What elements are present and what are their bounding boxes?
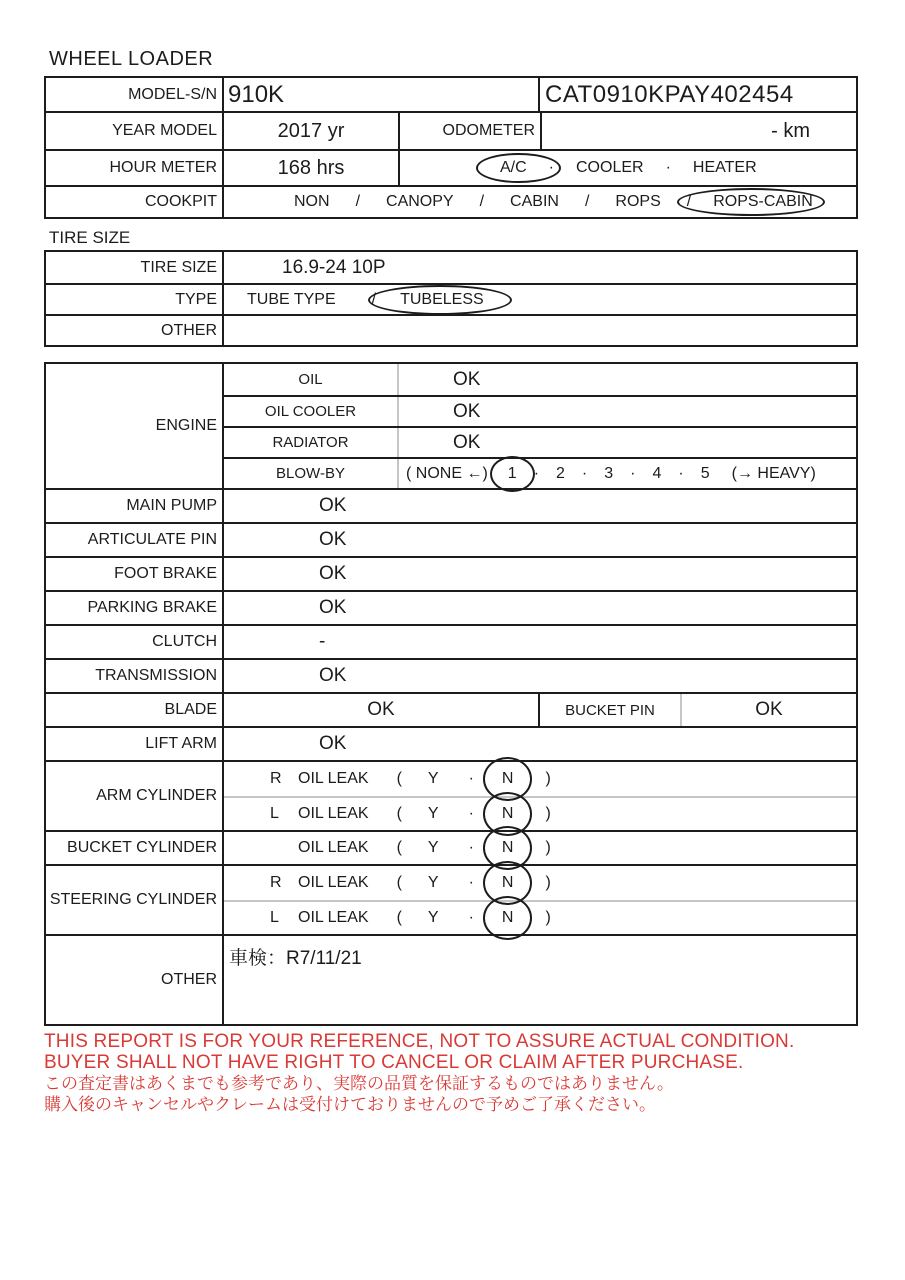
separator-dot: · (665, 159, 671, 176)
arm-cylinder-label: ARM CYLINDER (46, 762, 224, 830)
paren-open: ( (396, 839, 402, 856)
clutch-row (46, 624, 856, 658)
oil-cooler-value: OK (453, 400, 481, 422)
option-yes: Y (427, 839, 439, 856)
serial-number-value: CAT0910KPAY402454 (545, 80, 794, 108)
tire-type-row (46, 283, 856, 314)
hour-meter-value: 168 hrs (224, 151, 400, 185)
hour-meter-label: HOUR METER (46, 151, 224, 185)
option-rops: ROPS (615, 193, 661, 210)
lift-arm-label: LIFT ARM (46, 728, 224, 760)
foot-brake-row (46, 556, 856, 590)
steering-cylinder-label: STEERING CYLINDER (46, 866, 224, 934)
steering-cylinder-left-row (224, 900, 856, 934)
other-row (46, 934, 856, 1024)
oil-value: OK (453, 368, 481, 390)
steering-cylinder-section (46, 864, 856, 934)
tire-other-row (46, 314, 856, 345)
parking-brake-row (46, 590, 856, 624)
oil-leak-label: OIL LEAK (298, 770, 369, 787)
steering-cylinder-right-row (224, 866, 856, 900)
climate-options (400, 151, 856, 185)
inspection-table (44, 362, 858, 1026)
option-no: N (501, 805, 514, 822)
side-left: L (270, 909, 279, 926)
paren-close: ) (545, 909, 551, 926)
engine-oil-row (224, 364, 856, 395)
cockpit-label: COOKPIT (46, 187, 224, 217)
option-tubeless: TUBELESS (400, 290, 484, 308)
option-yes: Y (427, 909, 439, 926)
blow-by-level-2: 2 (556, 464, 565, 482)
option-tube-type: TUBE TYPE (247, 290, 336, 308)
paren-close: ) (545, 839, 551, 856)
tire-other-value (224, 316, 856, 345)
separator-slash: / (371, 290, 377, 308)
separator-dot: · (468, 874, 474, 891)
option-cabin: CABIN (510, 193, 559, 210)
disclaimer (44, 1031, 794, 1115)
paren-close: ) (545, 874, 551, 891)
no-selected-circle-mark (502, 770, 514, 788)
odometer-value: - km (771, 119, 810, 142)
separator-dot: · (533, 464, 540, 482)
engine-section (46, 364, 856, 488)
oil-cooler-label: OIL COOLER (224, 397, 399, 426)
transmission-value: OK (319, 665, 347, 686)
year-model-label: YEAR MODEL (46, 113, 224, 149)
clutch-label: CLUTCH (46, 626, 224, 658)
disclaimer-line-1: THIS REPORT IS FOR YOUR REFERENCE, NOT TO ASSURE ACTUAL CONDITION. (44, 1031, 795, 1052)
ac-selected-circle-mark (500, 159, 527, 177)
tire-size-label: TIRE SIZE (46, 252, 224, 283)
other-label: OTHER (46, 936, 224, 1024)
machine-info-table (44, 76, 858, 219)
odometer-label: ODOMETER (400, 113, 542, 149)
bucket-pin-label: BUCKET PIN (540, 694, 682, 726)
blade-label: BLADE (46, 694, 224, 726)
tire-size-row (46, 252, 856, 283)
separator-slash: / (479, 193, 485, 210)
separator-dot: · (548, 159, 554, 176)
blow-by-level-3: 3 (604, 464, 614, 482)
option-rops-cabin: ROPS-CABIN (713, 193, 813, 210)
option-no: N (501, 909, 514, 926)
blow-by-label: BLOW-BY (224, 459, 399, 488)
no-selected-circle-mark (502, 805, 514, 823)
blow-by-prefix: ( NONE ←) (406, 464, 488, 482)
tire-size-value: 16.9-24 10P (282, 256, 386, 278)
arm-cylinder-left-row (224, 796, 856, 830)
paren-open: ( (396, 805, 402, 822)
no-selected-circle-mark (502, 839, 514, 857)
separator-dot: · (678, 464, 684, 482)
cockpit-row (46, 185, 856, 217)
engine-blow-by-row (224, 457, 856, 488)
no-selected-circle-mark (502, 874, 514, 892)
radiator-label: RADIATOR (224, 428, 399, 457)
separator-slash: / (355, 193, 361, 210)
side-right: R (270, 770, 282, 787)
bucket-pin-value: OK (755, 699, 783, 720)
blow-by-selected-circle-mark (508, 465, 517, 483)
blow-by-level-5: 5 (700, 464, 710, 482)
blow-by-suffix: (→ HEAVY) (731, 464, 816, 482)
model-row (46, 78, 856, 111)
separator-slash: / (686, 193, 692, 210)
articulate-pin-value: OK (319, 529, 347, 550)
separator-dot: · (468, 805, 474, 822)
disclaimer-line-4: 購入後のキャンセルやクレームは受付けておりませんので予めご了承ください。 (44, 1095, 656, 1114)
option-non: NON (294, 193, 330, 210)
engine-oil-cooler-row (224, 395, 856, 426)
articulate-pin-row (46, 522, 856, 556)
separator-dot: · (468, 839, 474, 856)
bucket-cylinder-label: BUCKET CYLINDER (46, 832, 224, 864)
paren-open: ( (396, 770, 402, 787)
engine-label: ENGINE (46, 364, 224, 488)
year-model-value: 2017 yr (224, 113, 400, 149)
option-no: N (501, 770, 514, 787)
no-selected-circle-mark (502, 909, 514, 927)
option-yes: Y (427, 770, 439, 787)
separator-dot: · (581, 464, 588, 482)
main-pump-label: MAIN PUMP (46, 490, 224, 522)
option-heater: HEATER (692, 159, 757, 176)
paren-open: ( (396, 909, 402, 926)
oil-leak-label: OIL LEAK (298, 874, 369, 891)
model-sn-label: MODEL-S/N (46, 78, 224, 111)
foot-brake-label: FOOT BRAKE (46, 558, 224, 590)
tire-type-options (224, 285, 856, 314)
separator-dot: · (468, 909, 474, 926)
blade-row (46, 692, 856, 726)
option-no: N (501, 874, 514, 891)
paren-open: ( (396, 874, 402, 891)
foot-brake-value: OK (319, 563, 347, 584)
transmission-row (46, 658, 856, 692)
option-cooler: COOLER (576, 159, 644, 176)
blow-by-scale (399, 459, 856, 488)
rops-cabin-selected-circle-mark (713, 193, 813, 211)
hour-meter-row (46, 149, 856, 185)
clutch-value: - (319, 631, 326, 652)
side-right: R (270, 874, 282, 891)
parking-brake-label: PARKING BRAKE (46, 592, 224, 624)
separator-slash: / (584, 193, 590, 210)
option-ac: A/C (500, 159, 527, 176)
lift-arm-value: OK (319, 733, 347, 754)
blow-by-level-1: 1 (507, 464, 517, 482)
oil-leak-label: OIL LEAK (298, 839, 369, 856)
oil-leak-label: OIL LEAK (298, 909, 369, 926)
main-pump-value: OK (319, 495, 347, 516)
separator-dot: · (630, 464, 636, 482)
paren-close: ) (545, 805, 551, 822)
side-left: L (270, 805, 279, 822)
arm-cylinder-section (46, 760, 856, 830)
disclaimer-line-2: BUYER SHALL NOT HAVE RIGHT TO CANCEL OR CLAIM AFTER PURCHASE. (44, 1052, 744, 1073)
cockpit-options (224, 187, 856, 217)
oil-label: OIL (224, 364, 399, 395)
model-value: 910K (224, 78, 540, 111)
option-no: N (501, 839, 514, 856)
oil-leak-label: OIL LEAK (298, 805, 369, 822)
articulate-pin-label: ARTICULATE PIN (46, 524, 224, 556)
separator-dot: · (468, 770, 474, 787)
other-value: 車検：R7/11/21 (229, 948, 362, 969)
disclaimer-line-3: この査定書はあくまでも参考であり、実際の品質を保証するものではありません。 (44, 1074, 675, 1093)
blade-value: OK (224, 694, 540, 726)
radiator-value: OK (453, 431, 481, 453)
tire-table (44, 250, 858, 347)
option-yes: Y (427, 805, 439, 822)
tubeless-selected-circle-mark (400, 291, 484, 309)
year-odometer-row (46, 111, 856, 149)
option-yes: Y (427, 874, 439, 891)
parking-brake-value: OK (319, 597, 347, 618)
page-title: WHEEL LOADER (49, 48, 214, 70)
tire-other-label: OTHER (46, 316, 224, 345)
arm-cylinder-right-row (224, 762, 856, 796)
tire-section-title: TIRE SIZE (49, 228, 131, 247)
lift-arm-row (46, 726, 856, 760)
tire-type-label: TYPE (46, 285, 224, 314)
paren-close: ) (545, 770, 551, 787)
option-canopy: CANOPY (386, 193, 454, 210)
transmission-label: TRANSMISSION (46, 660, 224, 692)
bucket-cylinder-row (46, 830, 856, 864)
blow-by-level-4: 4 (652, 464, 662, 482)
main-pump-row (46, 488, 856, 522)
engine-radiator-row (224, 426, 856, 457)
